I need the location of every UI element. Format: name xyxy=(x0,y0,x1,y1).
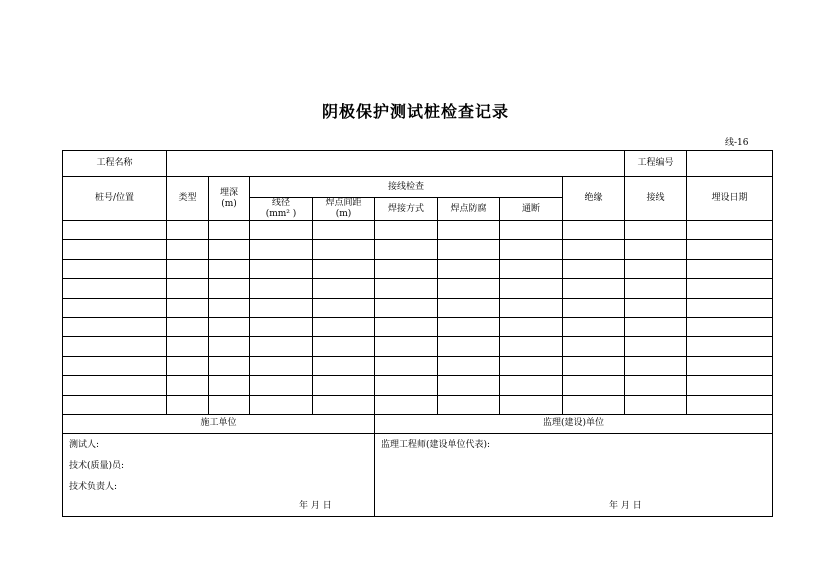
table-cell[interactable] xyxy=(687,337,773,356)
table-cell[interactable] xyxy=(375,337,438,356)
table-cell[interactable] xyxy=(250,279,313,298)
table-cell[interactable] xyxy=(438,337,500,356)
table-cell[interactable] xyxy=(313,221,375,240)
table-cell[interactable] xyxy=(500,298,563,317)
table-cell[interactable] xyxy=(563,317,625,336)
inspection-table xyxy=(62,150,773,517)
table-cell[interactable] xyxy=(438,298,500,317)
depth-header-unit: (m) xyxy=(221,198,237,209)
table-cell[interactable] xyxy=(438,279,500,298)
project-name-label: 工程名称 xyxy=(63,151,167,177)
table-cell[interactable] xyxy=(438,356,500,375)
table-cell[interactable] xyxy=(209,279,250,298)
table-cell[interactable] xyxy=(167,395,209,414)
weld-anticorrosion-header: 焊点防腐 xyxy=(438,198,500,221)
table-cell[interactable] xyxy=(375,259,438,278)
table-cell[interactable] xyxy=(687,298,773,317)
tester-label: 测试人: xyxy=(69,439,100,450)
table-cell[interactable] xyxy=(167,221,209,240)
table-cell[interactable] xyxy=(209,376,250,395)
table-cell[interactable] xyxy=(375,279,438,298)
table-cell[interactable] xyxy=(375,356,438,375)
table-cell[interactable] xyxy=(313,337,375,356)
table-cell[interactable] xyxy=(167,240,209,259)
table-cell[interactable] xyxy=(687,317,773,336)
form-number: 线-16 xyxy=(725,138,749,148)
table-cell[interactable] xyxy=(625,395,687,414)
project-no-label: 工程编号 xyxy=(625,151,687,177)
table-row xyxy=(63,356,773,375)
table-row xyxy=(63,298,773,317)
table-cell[interactable] xyxy=(563,298,625,317)
table-cell[interactable] xyxy=(313,298,375,317)
table-cell[interactable] xyxy=(313,395,375,414)
table-cell[interactable] xyxy=(375,395,438,414)
wire-diameter-label: 线径 xyxy=(271,198,290,208)
table-cell[interactable] xyxy=(167,337,209,356)
table-cell[interactable] xyxy=(63,356,167,375)
table-cell[interactable] xyxy=(63,337,167,356)
table-cell[interactable] xyxy=(500,221,563,240)
table-cell[interactable] xyxy=(625,279,687,298)
table-cell[interactable] xyxy=(500,240,563,259)
table-cell[interactable] xyxy=(209,356,250,375)
table-cell[interactable] xyxy=(167,259,209,278)
table-cell[interactable] xyxy=(625,298,687,317)
table-row xyxy=(63,259,773,278)
depth-header-label: 埋深 xyxy=(219,187,238,198)
type-header: 类型 xyxy=(167,177,209,221)
table-cell[interactable] xyxy=(563,259,625,278)
table-cell[interactable] xyxy=(500,279,563,298)
table-cell[interactable] xyxy=(687,240,773,259)
weld-spacing-unit: (m) xyxy=(335,209,352,219)
table-cell[interactable] xyxy=(375,376,438,395)
table-cell[interactable] xyxy=(438,395,500,414)
table-cell[interactable] xyxy=(563,356,625,375)
table-cell[interactable] xyxy=(250,240,313,259)
insulation-header: 绝缘 xyxy=(563,177,625,221)
technician-label: 技术(质量)员: xyxy=(69,460,125,471)
table-cell[interactable] xyxy=(209,259,250,278)
table-cell[interactable] xyxy=(167,279,209,298)
table-cell[interactable] xyxy=(438,259,500,278)
table-cell[interactable] xyxy=(313,376,375,395)
table-cell[interactable] xyxy=(500,376,563,395)
table-cell[interactable] xyxy=(500,356,563,375)
table-cell[interactable] xyxy=(500,337,563,356)
table-cell[interactable] xyxy=(625,337,687,356)
table-cell[interactable] xyxy=(63,298,167,317)
table-cell[interactable] xyxy=(500,259,563,278)
table-cell[interactable] xyxy=(250,298,313,317)
supervision-unit-header: 监理(建设)单位 xyxy=(375,414,773,433)
wiring-check-header: 接线检查 xyxy=(250,177,563,198)
table-cell[interactable] xyxy=(563,221,625,240)
table-cell[interactable] xyxy=(500,395,563,414)
connection-header: 接线 xyxy=(625,177,687,221)
depth-header xyxy=(209,177,250,221)
table-cell[interactable] xyxy=(209,240,250,259)
table-cell[interactable] xyxy=(375,240,438,259)
construction-sign-area[interactable] xyxy=(63,433,375,516)
table-row xyxy=(63,279,773,298)
tech-lead-label: 技术负责人: xyxy=(69,481,118,492)
table-cell[interactable] xyxy=(209,395,250,414)
table-cell[interactable] xyxy=(250,395,313,414)
table-row xyxy=(63,376,773,395)
table-cell[interactable] xyxy=(687,259,773,278)
table-cell[interactable] xyxy=(438,376,500,395)
table-cell[interactable] xyxy=(250,337,313,356)
continuity-header: 通断 xyxy=(500,198,563,221)
table-cell[interactable] xyxy=(687,376,773,395)
table-cell[interactable] xyxy=(625,317,687,336)
table-row xyxy=(63,221,773,240)
table-cell[interactable] xyxy=(167,317,209,336)
table-cell[interactable] xyxy=(625,259,687,278)
table-cell[interactable] xyxy=(167,356,209,375)
table-cell[interactable] xyxy=(687,221,773,240)
table-cell[interactable] xyxy=(563,337,625,356)
table-cell[interactable] xyxy=(63,395,167,414)
table-cell[interactable] xyxy=(625,376,687,395)
table-cell[interactable] xyxy=(313,317,375,336)
table-cell[interactable] xyxy=(563,395,625,414)
table-cell[interactable] xyxy=(687,395,773,414)
weld-spacing-label: 焊点间距 xyxy=(325,198,362,208)
table-cell[interactable] xyxy=(563,376,625,395)
table-cell[interactable] xyxy=(313,240,375,259)
table-cell[interactable] xyxy=(313,279,375,298)
table-cell[interactable] xyxy=(63,279,167,298)
table-cell[interactable] xyxy=(63,376,167,395)
weld-method-header: 焊接方式 xyxy=(375,198,438,221)
construction-date: 年 月 日 xyxy=(299,500,332,511)
table-cell[interactable] xyxy=(250,376,313,395)
table-cell[interactable] xyxy=(250,259,313,278)
table-cell[interactable] xyxy=(563,279,625,298)
table-cell[interactable] xyxy=(438,240,500,259)
supervision-sign-area[interactable] xyxy=(375,433,773,516)
table-cell[interactable] xyxy=(167,298,209,317)
table-row xyxy=(63,395,773,414)
project-name-input[interactable] xyxy=(167,151,625,177)
table-cell[interactable] xyxy=(250,221,313,240)
table-cell[interactable] xyxy=(209,221,250,240)
page-title: 阴极保护测试桩检查记录 xyxy=(321,102,509,121)
table-cell[interactable] xyxy=(167,376,209,395)
table-cell[interactable] xyxy=(63,240,167,259)
project-no-input[interactable] xyxy=(687,151,773,177)
table-cell[interactable] xyxy=(63,259,167,278)
construction-unit-header: 施工单位 xyxy=(63,414,375,433)
table-cell[interactable] xyxy=(375,221,438,240)
wire-diameter-header xyxy=(250,198,313,221)
burial-date-header: 埋设日期 xyxy=(687,177,773,221)
table-cell[interactable] xyxy=(375,298,438,317)
supervision-date: 年 月 日 xyxy=(609,500,642,511)
table-cell[interactable] xyxy=(209,298,250,317)
table-cell[interactable] xyxy=(63,317,167,336)
table-cell[interactable] xyxy=(625,356,687,375)
table-row xyxy=(63,337,773,356)
table-cell[interactable] xyxy=(209,337,250,356)
wire-diameter-unit: (mm² ) xyxy=(265,209,297,219)
data-rows xyxy=(63,221,773,415)
table-cell[interactable] xyxy=(375,317,438,336)
table-cell[interactable] xyxy=(313,259,375,278)
table-cell[interactable] xyxy=(438,221,500,240)
supervisor-label: 监理工程师(建设单位代表): xyxy=(381,439,491,450)
table-row xyxy=(63,240,773,259)
table-cell[interactable] xyxy=(313,356,375,375)
table-cell[interactable] xyxy=(500,317,563,336)
table-cell[interactable] xyxy=(438,317,500,336)
pile-position-header: 桩号/位置 xyxy=(63,177,167,221)
table-cell[interactable] xyxy=(209,317,250,336)
table-cell[interactable] xyxy=(250,317,313,336)
table-cell[interactable] xyxy=(625,240,687,259)
table-cell[interactable] xyxy=(63,221,167,240)
table-row xyxy=(63,317,773,336)
table-cell[interactable] xyxy=(625,221,687,240)
weld-spacing-header xyxy=(313,198,375,221)
table-cell[interactable] xyxy=(563,240,625,259)
table-cell[interactable] xyxy=(250,356,313,375)
table-cell[interactable] xyxy=(687,279,773,298)
table-cell[interactable] xyxy=(687,356,773,375)
